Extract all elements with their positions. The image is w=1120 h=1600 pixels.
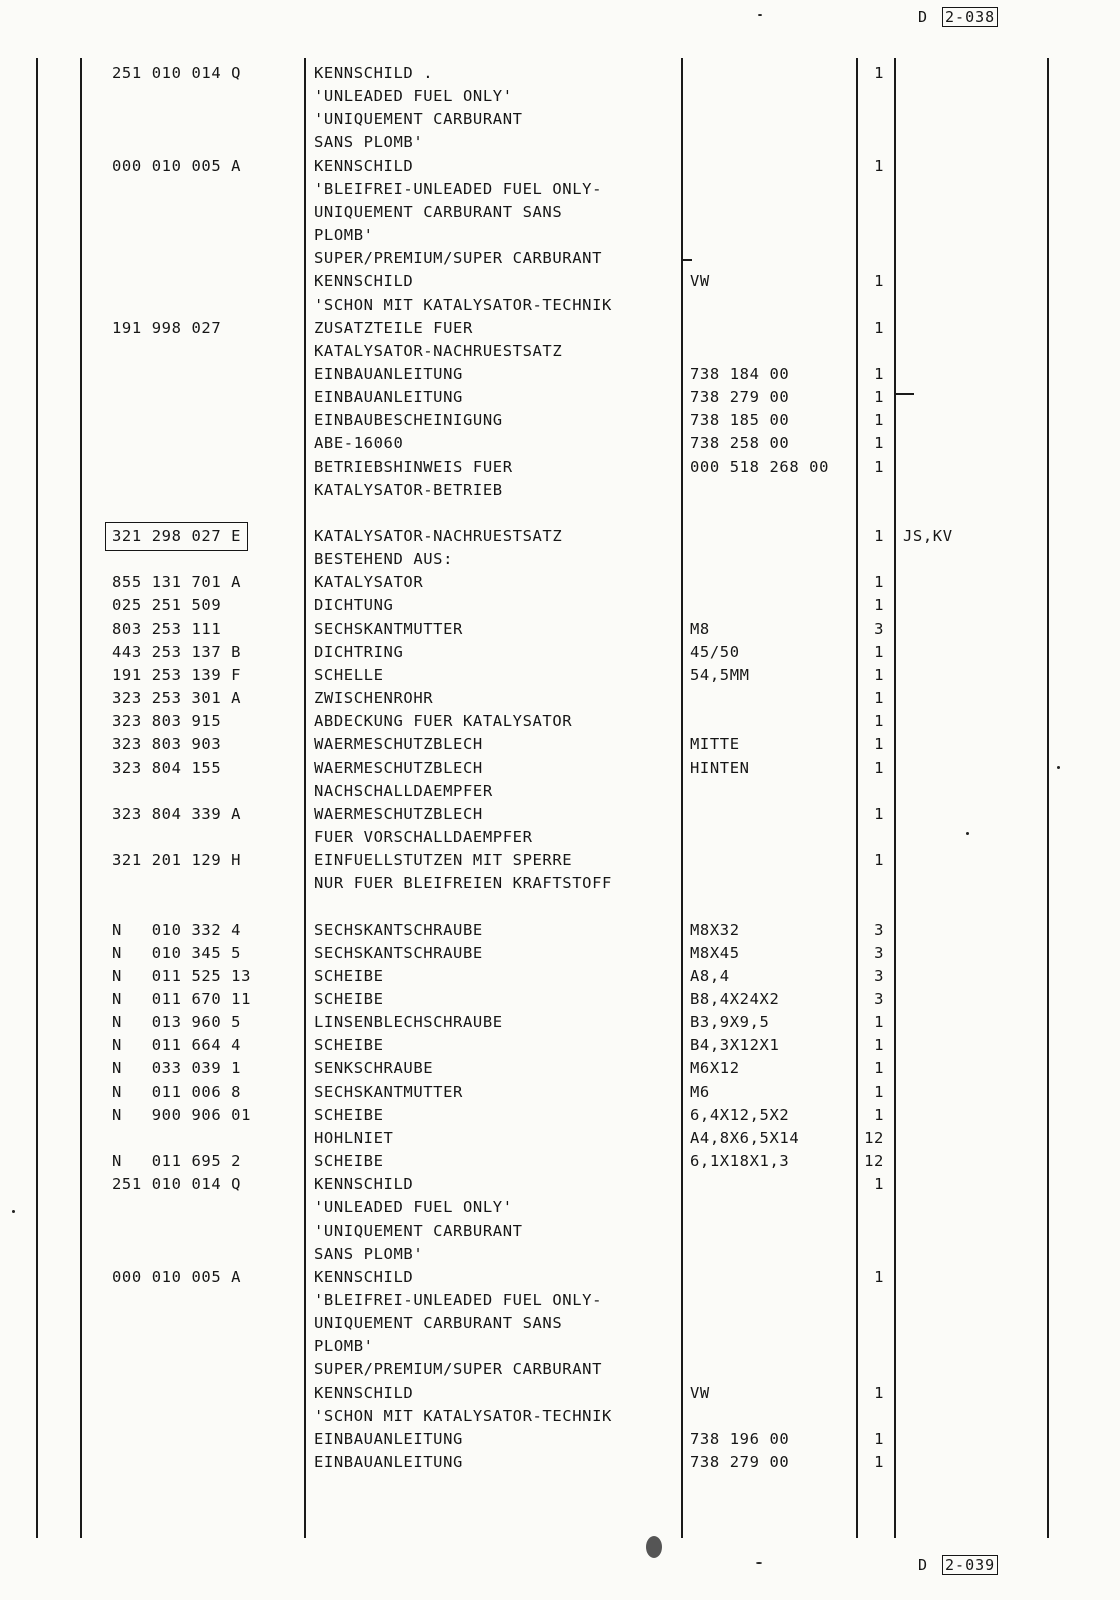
cell-spec: A4,8X6,5X14 [690, 1128, 800, 1147]
cell-spec: 738 196 00 [690, 1429, 790, 1448]
cell-desc: SANS PLOMB' [314, 133, 424, 152]
cell-desc: KATALYSATOR-NACHRUESTSATZ [314, 527, 563, 545]
cell-qty: 12 [864, 1128, 884, 1147]
table-row [0, 1358, 1120, 1381]
cell-desc: ZUSATZTEILE FUER [314, 318, 473, 337]
cell-desc: UNIQUEMENT CARBURANT SANS [314, 1314, 563, 1333]
cell-desc: PLOMB' [314, 1337, 374, 1356]
cell-spec: 45/50 [690, 642, 740, 661]
cell-desc: 'UNLEADED FUEL ONLY' [314, 1198, 513, 1217]
cell-part: N 033 039 1 [112, 1059, 242, 1078]
cell-desc: WAERMESCHUTZBLECH [314, 758, 483, 777]
cell-desc: UNIQUEMENT CARBURANT SANS [314, 202, 563, 221]
cell-desc: KENNSCHILD [314, 1267, 414, 1286]
cell-desc: EINBAUANLEITUNG [314, 1453, 463, 1471]
cell-spec: 000 518 268 00 [690, 457, 830, 476]
cell-spec: 738 185 00 [690, 411, 790, 430]
table-row [0, 1011, 1120, 1034]
cell-spec: VW [690, 1383, 710, 1402]
table-row [0, 1335, 1120, 1358]
table-row [0, 1127, 1120, 1150]
cell-qty: 1 [874, 665, 884, 684]
table-row [0, 317, 1120, 340]
cell-desc: 'BLEIFREI-UNLEADED FUEL ONLY- [314, 1290, 603, 1309]
cell-desc: ABDECKUNG FUER KATALYSATOR [314, 712, 573, 731]
cell-spec: M8X45 [690, 943, 740, 962]
page-header-tag [918, 8, 998, 26]
table-row [0, 687, 1120, 710]
table-row [0, 294, 1120, 317]
cell-qty: 1 [874, 434, 884, 453]
cell-spec: 6,4X12,5X2 [690, 1105, 790, 1124]
cell-desc: KATALYSATOR-BETRIEB [314, 480, 503, 499]
cell-part: 251 010 014 Q [112, 64, 242, 82]
cell-qty: 1 [874, 689, 884, 708]
table-row [0, 1150, 1120, 1173]
table-row [0, 1405, 1120, 1428]
cell-desc: EINBAUANLEITUNG [314, 1429, 463, 1448]
cell-desc: 'UNIQUEMENT CARBURANT [314, 1221, 523, 1240]
cell-spec: 738 258 00 [690, 434, 790, 453]
cell-qty: 1 [874, 272, 884, 291]
cell-desc: SCHELLE [314, 665, 384, 684]
cell-desc: KENNSCHILD [314, 1175, 414, 1194]
footer-code: 2-039 [942, 1555, 998, 1575]
table-row [0, 479, 1120, 502]
table-row [0, 502, 1120, 525]
cell-qty: 3 [874, 619, 884, 638]
table-row [0, 363, 1120, 386]
table-row [0, 1382, 1120, 1405]
cell-qty: 1 [874, 411, 884, 430]
cell-desc: ABE-16060 [314, 434, 404, 453]
cell-desc: SCHEIBE [314, 1105, 384, 1124]
page-code: 2-038 [942, 7, 998, 27]
table-row [0, 641, 1120, 664]
table-row [0, 1196, 1120, 1219]
cell-qty: 1 [874, 64, 884, 82]
cell-qty: 12 [864, 1152, 884, 1171]
cell-desc: KENNSCHILD [314, 1383, 414, 1402]
table-row [0, 571, 1120, 594]
table-row [0, 1220, 1120, 1243]
cell-qty: 1 [874, 735, 884, 754]
table-row [0, 432, 1120, 455]
scan-speck [966, 832, 969, 835]
cell-qty: 1 [874, 851, 884, 870]
cell-desc: 'SCHON MIT KATALYSATOR-TECHNIK [314, 295, 612, 314]
cell-part: 323 804 155 [112, 758, 222, 777]
table-row [0, 178, 1120, 201]
cell-desc: DICHTRING [314, 642, 404, 661]
table-row [0, 594, 1120, 617]
table-row [0, 618, 1120, 641]
cell-spec: A8,4 [690, 966, 730, 985]
cell-desc: SCHEIBE [314, 966, 384, 985]
cell-qty: 1 [874, 318, 884, 337]
cell-desc: KATALYSATOR [314, 573, 424, 592]
cell-qty: 1 [874, 758, 884, 777]
cell-desc: KENNSCHILD . [314, 64, 434, 82]
table-row [0, 456, 1120, 479]
cell-spec: M8 [690, 619, 710, 638]
table-row [0, 780, 1120, 803]
cell-desc: 'UNLEADED FUEL ONLY' [314, 87, 513, 106]
table-row [0, 131, 1120, 154]
cell-desc: SUPER/PREMIUM/SUPER CARBURANT [314, 249, 603, 268]
cell-desc: SECHSKANTSCHRAUBE [314, 920, 483, 939]
table-row [0, 224, 1120, 247]
cell-qty: 3 [874, 920, 884, 939]
table-row [0, 1451, 1120, 1474]
cell-spec: 738 279 00 [690, 388, 790, 407]
cell-desc: SCHEIBE [314, 1036, 384, 1055]
table-row [0, 85, 1120, 108]
page-letter: D [918, 8, 929, 26]
cell-desc: 'UNIQUEMENT CARBURANT [314, 110, 523, 129]
cell-desc: KENNSCHILD [314, 156, 414, 175]
table-row [0, 247, 1120, 270]
table-row [0, 548, 1120, 571]
cell-qty: 1 [874, 1383, 884, 1402]
cell-qty: 1 [874, 596, 884, 615]
table-row [0, 201, 1120, 224]
table-row [0, 340, 1120, 363]
cell-part: N 011 525 13 [112, 966, 252, 985]
cell-qty: 1 [874, 804, 884, 823]
cell-spec: 738 279 00 [690, 1453, 790, 1471]
cell-qty: 1 [874, 1267, 884, 1286]
cell-qty: 1 [874, 1175, 884, 1194]
cell-desc: LINSENBLECHSCHRAUBE [314, 1013, 503, 1032]
cell-desc: SANS PLOMB' [314, 1244, 424, 1263]
cell-qty: 1 [874, 156, 884, 175]
cell-desc: PLOMB' [314, 226, 374, 245]
table-row [0, 919, 1120, 942]
cell-rem: JS,KV [903, 527, 953, 545]
cell-desc: SENKSCHRAUBE [314, 1059, 434, 1078]
cell-spec: 54,5MM [690, 665, 750, 684]
cell-desc: SECHSKANTSCHRAUBE [314, 943, 483, 962]
table-row [0, 1081, 1120, 1104]
table-row [0, 62, 1120, 85]
table-row [0, 942, 1120, 965]
table-row [0, 733, 1120, 756]
table-row [0, 1312, 1120, 1335]
table-row [0, 664, 1120, 687]
cell-qty: 1 [874, 573, 884, 592]
cell-desc: EINBAUBESCHEINIGUNG [314, 411, 503, 430]
cell-qty: 1 [874, 712, 884, 731]
cell-part: 191 253 139 F [112, 665, 242, 684]
cell-spec: HINTEN [690, 758, 750, 777]
cell-part: N 013 960 5 [112, 1013, 242, 1032]
cell-part: N 011 664 4 [112, 1036, 242, 1055]
cell-part: N 011 670 11 [112, 990, 252, 1008]
cell-part: N 011 695 2 [112, 1152, 242, 1171]
cell-desc: EINFUELLSTUTZEN MIT SPERRE [314, 851, 573, 870]
cell-part: 000 010 005 A [112, 1267, 242, 1286]
cell-part: N 900 906 01 [112, 1105, 252, 1124]
cell-desc: BETRIEBSHINWEIS FUER [314, 457, 513, 476]
cell-desc: 'BLEIFREI-UNLEADED FUEL ONLY- [314, 179, 603, 198]
cell-part: 323 803 903 [112, 735, 222, 754]
cell-desc: DICHTUNG [314, 596, 394, 615]
table-row [0, 895, 1120, 918]
cell-desc: WAERMESCHUTZBLECH [314, 804, 483, 823]
cell-part: N 010 345 5 [112, 943, 242, 962]
table-row [0, 270, 1120, 293]
cell-desc: BESTEHEND AUS: [314, 550, 454, 569]
cell-part: 191 998 027 [112, 318, 222, 337]
cell-desc: SCHEIBE [314, 990, 384, 1008]
cell-part: 323 803 915 [112, 712, 222, 731]
table-row [0, 409, 1120, 432]
scan-speck [646, 1536, 662, 1558]
cell-desc: NUR FUER BLEIFREIEN KRAFTSTOFF [314, 874, 612, 893]
table-row [0, 757, 1120, 780]
table-row [0, 826, 1120, 849]
cell-spec: 738 184 00 [690, 364, 790, 383]
table-row [0, 1243, 1120, 1266]
cell-desc: SCHEIBE [314, 1152, 384, 1171]
cell-qty: 1 [874, 364, 884, 383]
cell-desc: SECHSKANTMUTTER [314, 1082, 463, 1101]
cell-part: N 011 006 8 [112, 1082, 242, 1101]
cell-desc: EINBAUANLEITUNG [314, 388, 463, 407]
scan-speck [758, 14, 762, 16]
cell-part: 323 804 339 A [112, 804, 242, 823]
table-row [0, 1173, 1120, 1196]
cell-part: 251 010 014 Q [112, 1175, 242, 1194]
cell-desc: NACHSCHALLDAEMPFER [314, 781, 493, 800]
cell-qty: 1 [874, 1105, 884, 1124]
cell-spec: VW [690, 272, 710, 291]
cell-spec: M8X32 [690, 920, 740, 939]
cell-desc: ZWISCHENROHR [314, 689, 434, 708]
footer-letter: D [918, 1556, 929, 1574]
page-footer-tag [918, 1556, 998, 1574]
cell-spec: B8,4X24X2 [690, 990, 780, 1008]
cell-desc: SECHSKANTMUTTER [314, 619, 463, 638]
table-row [0, 965, 1120, 988]
table-row [0, 710, 1120, 733]
table-row [0, 1266, 1120, 1289]
cell-desc: FUER VORSCHALLDAEMPFER [314, 827, 533, 846]
table-row [0, 155, 1120, 178]
cell-qty: 1 [874, 1429, 884, 1448]
cell-part: N 010 332 4 [112, 920, 242, 939]
cell-qty: 3 [874, 943, 884, 962]
cell-qty: 1 [874, 1082, 884, 1101]
cell-spec: M6 [690, 1082, 710, 1101]
scan-speck [756, 1562, 762, 1564]
cell-spec: 6,1X18X1,3 [690, 1152, 790, 1171]
cell-qty: 1 [874, 1059, 884, 1078]
table-row [0, 849, 1120, 872]
table-row [0, 108, 1120, 131]
cell-spec: B4,3X12X1 [690, 1036, 780, 1055]
table-row [0, 1057, 1120, 1080]
cell-qty: 1 [874, 388, 884, 407]
table-row [0, 525, 1120, 548]
table-row [0, 803, 1120, 826]
table-row [0, 1034, 1120, 1057]
cell-desc: 'SCHON MIT KATALYSATOR-TECHNIK [314, 1406, 612, 1425]
cell-part: 803 253 111 [112, 619, 222, 638]
table-row [0, 386, 1120, 409]
cell-part: 323 253 301 A [112, 689, 242, 708]
cell-spec: M6X12 [690, 1059, 740, 1078]
table-row [0, 1289, 1120, 1312]
table-row [0, 1428, 1120, 1451]
cell-part: 443 253 137 B [112, 642, 242, 661]
table-row [0, 872, 1120, 895]
cell-part: 000 010 005 A [112, 156, 242, 175]
cell-spec: B3,9X9,5 [690, 1013, 770, 1032]
cell-desc: KENNSCHILD [314, 272, 414, 291]
scan-speck [12, 1210, 15, 1213]
cell-part: 855 131 701 A [112, 573, 242, 592]
cell-desc: HOHLNIET [314, 1128, 394, 1147]
cell-qty: 1 [874, 642, 884, 661]
table-row [0, 988, 1120, 1011]
cell-qty: 1 [874, 1036, 884, 1055]
cell-qty: 1 [874, 1013, 884, 1032]
cell-qty: 1 [874, 457, 884, 476]
cell-qty: 3 [874, 990, 884, 1008]
table-row [0, 1104, 1120, 1127]
cell-part: 025 251 509 [112, 596, 222, 615]
scan-speck [1057, 766, 1060, 769]
cell-qty: 3 [874, 966, 884, 985]
cell-desc: SUPER/PREMIUM/SUPER CARBURANT [314, 1360, 603, 1379]
cell-desc: EINBAUANLEITUNG [314, 364, 463, 383]
cell-part: 321 298 027 E [108, 525, 245, 548]
cell-part: 321 201 129 H [112, 851, 242, 870]
cell-qty: 1 [874, 1453, 884, 1471]
cell-qty: 1 [874, 527, 884, 545]
cell-spec: MITTE [690, 735, 740, 754]
cell-desc: WAERMESCHUTZBLECH [314, 735, 483, 754]
cell-desc: KATALYSATOR-NACHRUESTSATZ [314, 341, 563, 360]
